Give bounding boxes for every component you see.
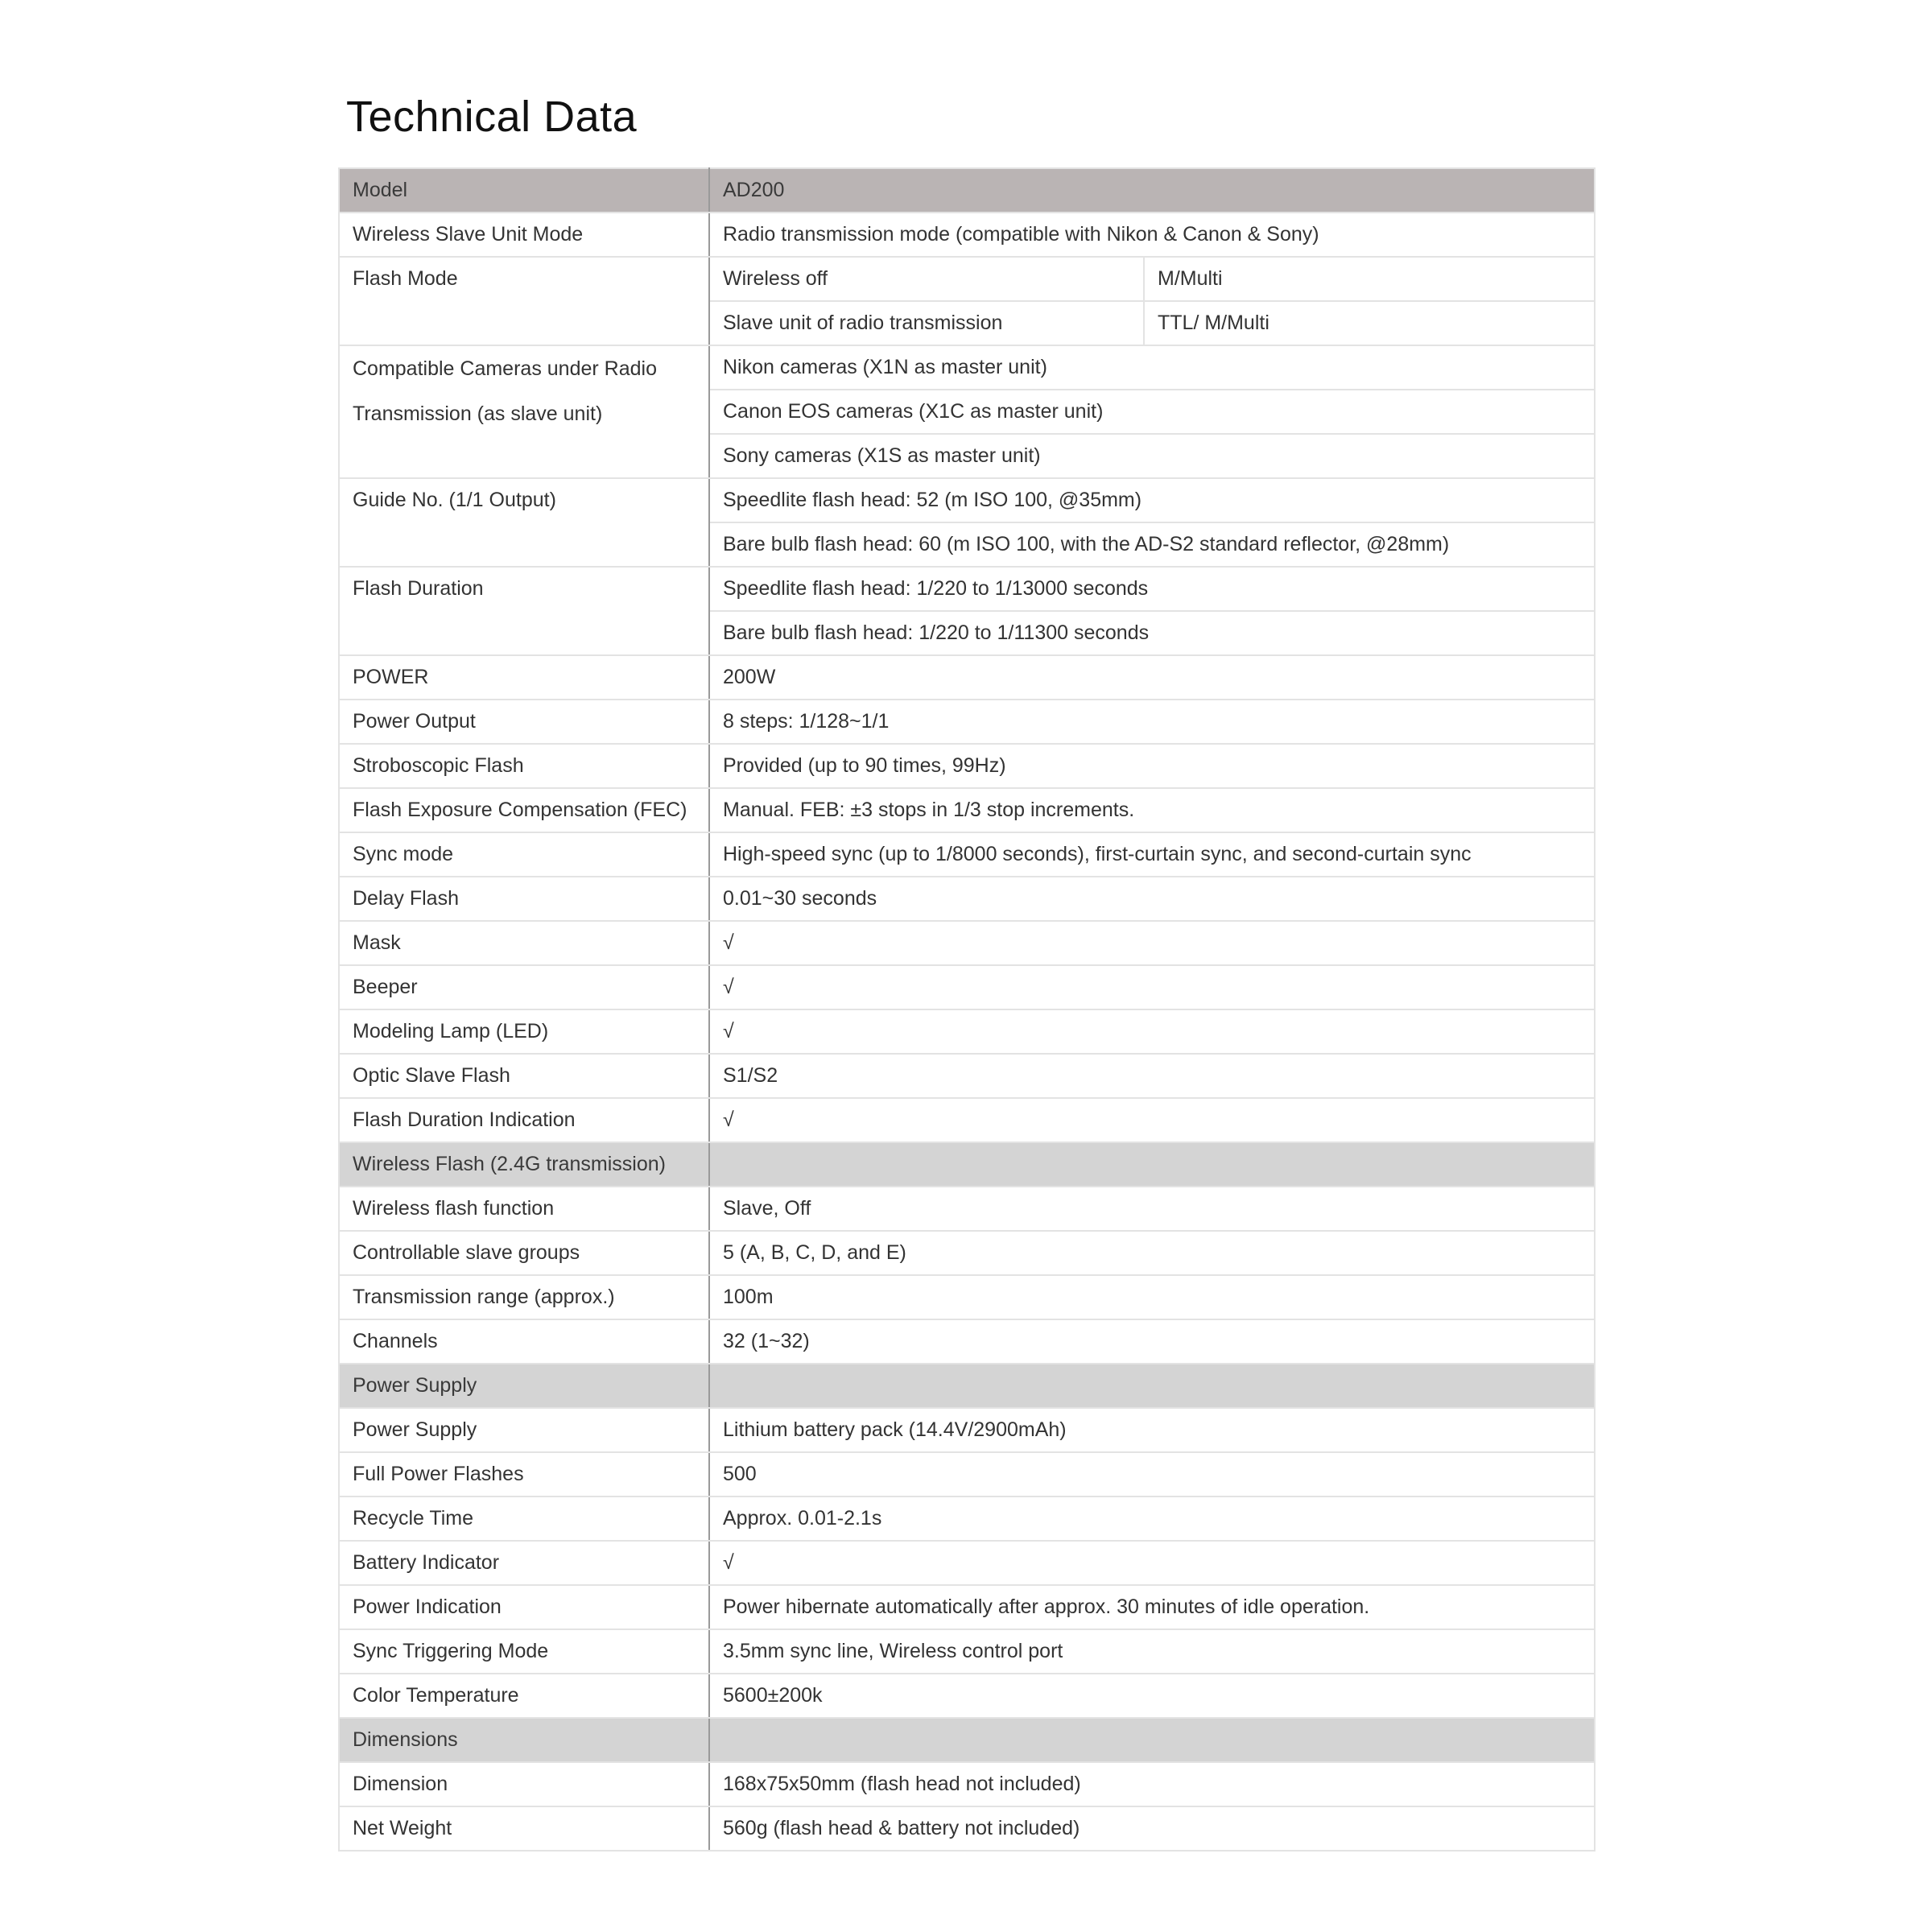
row-value: Slave, Off xyxy=(709,1187,1595,1231)
row-label: Recycle Time xyxy=(339,1496,709,1541)
row-value: S1/S2 xyxy=(709,1054,1595,1098)
row-label: POWER xyxy=(339,655,709,700)
table-row xyxy=(339,921,1595,965)
model-value: AD200 xyxy=(709,168,1595,213)
row-label: Dimension xyxy=(339,1762,709,1806)
row-value: Canon EOS cameras (X1C as master unit) xyxy=(709,390,1595,434)
row-label xyxy=(339,345,709,478)
row-label: Wireless flash function xyxy=(339,1187,709,1231)
row-value: Bare bulb flash head: 1/220 to 1/11300 seconds xyxy=(709,611,1595,655)
row-value: 168x75x50mm (flash head not included) xyxy=(709,1762,1595,1806)
table-header-row xyxy=(339,168,1595,213)
row-label: Wireless Slave Unit Mode xyxy=(339,213,709,257)
flash-mode-modes: M/Multi xyxy=(1144,257,1595,301)
row-label: Power Indication xyxy=(339,1585,709,1629)
row-label: Channels xyxy=(339,1319,709,1364)
row-label: Delay Flash xyxy=(339,877,709,921)
row-value: √ xyxy=(709,1009,1595,1054)
row-value: 5600±200k xyxy=(709,1674,1595,1718)
row-label: Color Temperature xyxy=(339,1674,709,1718)
table-row xyxy=(339,213,1595,257)
row-label: Flash Mode xyxy=(339,257,709,345)
row-value: 8 steps: 1/128~1/1 xyxy=(709,700,1595,744)
row-label: Battery Indicator xyxy=(339,1541,709,1585)
row-value: 5 (A, B, C, D, and E) xyxy=(709,1231,1595,1275)
section-blank-cell xyxy=(709,1142,1595,1187)
row-label: Transmission range (approx.) xyxy=(339,1275,709,1319)
table-row xyxy=(339,1009,1595,1054)
row-value: 560g (flash head & battery not included) xyxy=(709,1806,1595,1851)
table-row xyxy=(339,965,1595,1009)
table-row xyxy=(339,478,1595,522)
flash-mode-modes: TTL/ M/Multi xyxy=(1144,301,1595,345)
row-value: Bare bulb flash head: 60 (m ISO 100, with the AD-S2 standard reflector, @28mm) xyxy=(709,522,1595,567)
table-row xyxy=(339,1674,1595,1718)
table-row xyxy=(339,1629,1595,1674)
row-value: Speedlite flash head: 1/220 to 1/13000 seconds xyxy=(709,567,1595,611)
row-label: Sync mode xyxy=(339,832,709,877)
row-label: Net Weight xyxy=(339,1806,709,1851)
table-row xyxy=(339,1319,1595,1364)
row-label: Guide No. (1/1 Output) xyxy=(339,478,709,567)
table-row xyxy=(339,700,1595,744)
row-label: Controllable slave groups xyxy=(339,1231,709,1275)
table-row xyxy=(339,1452,1595,1496)
row-label: Flash Exposure Compensation (FEC) xyxy=(339,788,709,832)
row-value: Power hibernate automatically after approx. 30 minutes of idle operation. xyxy=(709,1585,1595,1629)
row-label: Stroboscopic Flash xyxy=(339,744,709,788)
table-row xyxy=(339,1585,1595,1629)
row-label: Flash Duration Indication xyxy=(339,1098,709,1142)
table-row xyxy=(339,1496,1595,1541)
table-row xyxy=(339,1541,1595,1585)
row-label: Modeling Lamp (LED) xyxy=(339,1009,709,1054)
table-row xyxy=(339,1275,1595,1319)
row-value: 500 xyxy=(709,1452,1595,1496)
row-value: Approx. 0.01-2.1s xyxy=(709,1496,1595,1541)
row-value: 3.5mm sync line, Wireless control port xyxy=(709,1629,1595,1674)
section-header-row xyxy=(339,1718,1595,1762)
row-value: 100m xyxy=(709,1275,1595,1319)
table-row xyxy=(339,877,1595,921)
row-value: Sony cameras (X1S as master unit) xyxy=(709,434,1595,478)
table-row xyxy=(339,1762,1595,1806)
row-value: High-speed sync (up to 1/8000 seconds), first-curtain sync, and second-curtain sync xyxy=(709,832,1595,877)
table-row xyxy=(339,257,1595,301)
row-value: 200W xyxy=(709,655,1595,700)
row-value: Nikon cameras (X1N as master unit) xyxy=(709,345,1595,390)
table-row xyxy=(339,655,1595,700)
section-title: Power Supply xyxy=(339,1364,709,1408)
section-header-row xyxy=(339,1142,1595,1187)
row-label: Optic Slave Flash xyxy=(339,1054,709,1098)
section-blank-cell xyxy=(709,1718,1595,1762)
row-value: √ xyxy=(709,921,1595,965)
table-row xyxy=(339,1187,1595,1231)
model-label: Model xyxy=(339,168,709,213)
compatible-cameras-label-line2: Transmission (as slave unit) xyxy=(353,402,603,425)
row-value: √ xyxy=(709,965,1595,1009)
row-value: 32 (1~32) xyxy=(709,1319,1595,1364)
row-label: Flash Duration xyxy=(339,567,709,655)
table-row xyxy=(339,1098,1595,1142)
table-row xyxy=(339,788,1595,832)
row-value: Manual. FEB: ±3 stops in 1/3 stop increments. xyxy=(709,788,1595,832)
table-row xyxy=(339,832,1595,877)
section-blank-cell xyxy=(709,1364,1595,1408)
section-title: Dimensions xyxy=(339,1718,709,1762)
table-row xyxy=(339,744,1595,788)
row-value: Lithium battery pack (14.4V/2900mAh) xyxy=(709,1408,1595,1452)
compatible-cameras-label-line1: Compatible Cameras under Radio xyxy=(353,357,657,380)
flash-mode-condition: Wireless off xyxy=(709,257,1144,301)
section-title: Wireless Flash (2.4G transmission) xyxy=(339,1142,709,1187)
row-value: √ xyxy=(709,1098,1595,1142)
table-row xyxy=(339,1806,1595,1851)
page-title: Technical Data xyxy=(346,93,638,141)
row-label: Power Output xyxy=(339,700,709,744)
row-label: Full Power Flashes xyxy=(339,1452,709,1496)
row-value: 0.01~30 seconds xyxy=(709,877,1595,921)
table-row xyxy=(339,1408,1595,1452)
table-row xyxy=(339,345,1595,390)
row-value: Speedlite flash head: 52 (m ISO 100, @35mm) xyxy=(709,478,1595,522)
row-value: √ xyxy=(709,1541,1595,1585)
row-value: Provided (up to 90 times, 99Hz) xyxy=(709,744,1595,788)
row-value: Radio transmission mode (compatible with Nikon & Canon & Sony) xyxy=(709,213,1595,257)
row-label: Sync Triggering Mode xyxy=(339,1629,709,1674)
technical-data-table xyxy=(338,167,1596,1852)
row-label: Power Supply xyxy=(339,1408,709,1452)
table-row xyxy=(339,1054,1595,1098)
row-label: Beeper xyxy=(339,965,709,1009)
table-row xyxy=(339,1231,1595,1275)
row-label: Mask xyxy=(339,921,709,965)
flash-mode-condition: Slave unit of radio transmission xyxy=(709,301,1144,345)
table-row xyxy=(339,567,1595,611)
section-header-row xyxy=(339,1364,1595,1408)
